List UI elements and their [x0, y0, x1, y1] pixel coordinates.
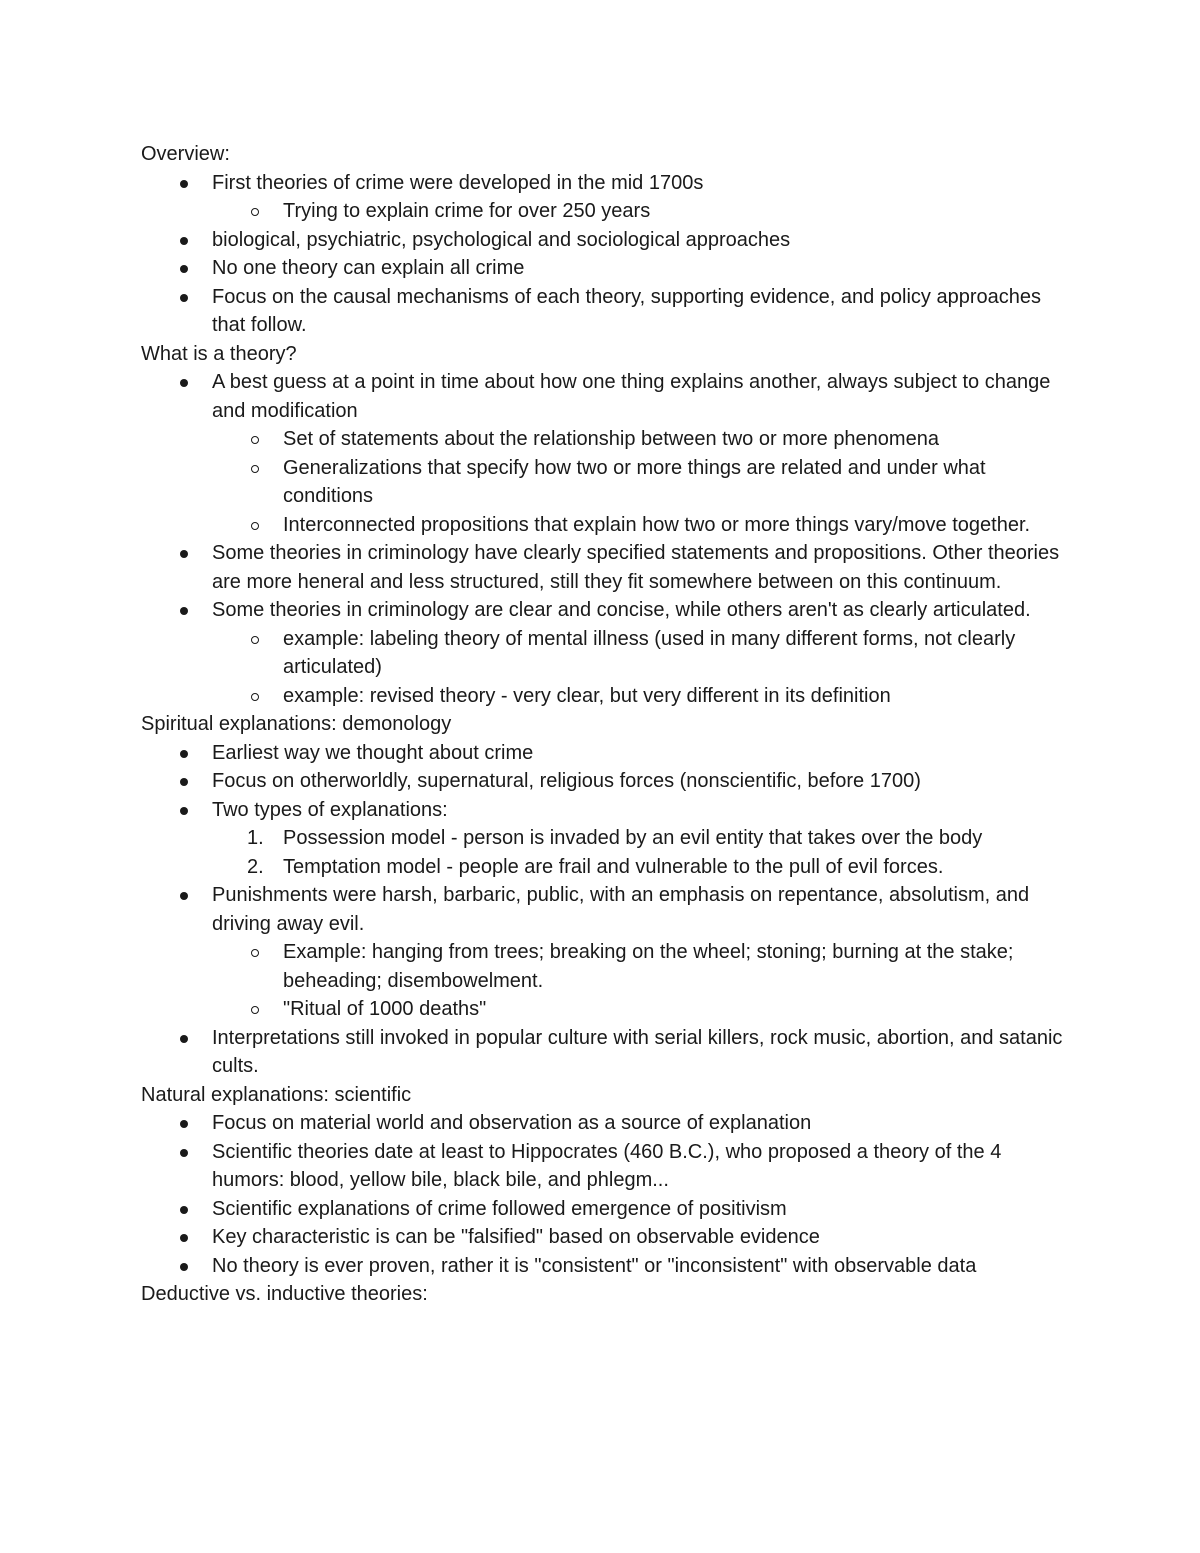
list-item-text: Punishments were harsh, barbaric, public, with an emphasis on repentance, absolutism, and driving away evil.: [212, 884, 1030, 935]
bullet-item: [141, 767, 1066, 796]
list-number-marker: 2.: [247, 855, 264, 878]
list-item-text: Interconnected propositions that explain how two or more things vary/move together.: [283, 513, 1031, 536]
bullet-item: [141, 739, 1066, 768]
list-item-text: Earliest way we thought about crime: [212, 741, 534, 764]
list-item-text: No one theory can explain all crime: [212, 257, 525, 279]
document-page: [141, 140, 1066, 1309]
list-item-text: "Ritual of 1000 deaths": [283, 998, 487, 1020]
list-item-text: First theories of crime were developed in the mid 1700s: [212, 171, 704, 194]
list-item-text: Two types of explanations:: [212, 798, 448, 821]
section-heading: Overview:: [141, 143, 230, 165]
sub-bullet-item: [141, 625, 1066, 682]
list-item-text: Trying to explain crime for over 250 years: [283, 200, 651, 222]
list-item-text: example: labeling theory of mental illness (used in many different forms, not clearly articulated): [283, 627, 1016, 678]
list-item-text: Focus on the causal mechanisms of each theory, supporting evidence, and policy approaches that follow.: [212, 285, 1042, 336]
bullet-item: [141, 1024, 1066, 1081]
list-item-text: Focus on otherworldly, supernatural, religious forces (nonscientific, before 1700): [212, 770, 921, 792]
list-item-text: Generalizations that specify how two or more things are related and under what conditions: [283, 456, 986, 507]
bullet-item: [141, 1252, 1066, 1281]
bullet-item: [141, 1109, 1066, 1138]
bullet-item: [141, 254, 1066, 283]
numbered-list-item: [141, 824, 1066, 853]
sub-bullet-item: [141, 511, 1066, 540]
section-heading: Deductive vs. inductive theories:: [141, 1283, 428, 1305]
bullet-item: [141, 881, 1066, 938]
list-item-text: Key characteristic is can be "falsified" based on observable evidence: [212, 1226, 820, 1248]
list-item-text: Set of statements about the relationship between two or more phenomena: [283, 428, 939, 450]
list-item-text: A best guess at a point in time about how one thing explains another, always subject to change and modification: [212, 371, 1051, 422]
list-item-text: Temptation model - people are frail and vulnerable to the pull of evil forces.: [283, 855, 944, 878]
sub-bullet-item: [141, 454, 1066, 511]
bullet-item: [141, 226, 1066, 255]
section-heading: What is a theory?: [141, 342, 297, 365]
sub-bullet-item: [141, 938, 1066, 995]
bullet-item: [141, 169, 1066, 198]
sub-bullet-item: [141, 995, 1066, 1024]
list-item-text: biological, psychiatric, psychological and sociological approaches: [212, 228, 791, 251]
list-item-text: Some theories in criminology have clearly specified statements and propositions. Other theories are more heneral and less structured, still they fit somewhere between on this continuum.: [212, 542, 1060, 593]
bullet-item: [141, 596, 1066, 625]
bullet-item: [141, 1138, 1066, 1195]
list-item-text: Example: hanging from trees; breaking on the wheel; stoning; burning at the stake; beheading; disembowelment.: [283, 941, 1014, 992]
bullet-item: [141, 1195, 1066, 1224]
bullet-item: [141, 796, 1066, 825]
bullet-item: [141, 1223, 1066, 1252]
list-item-text: Focus on material world and observation as a source of explanation: [212, 1112, 812, 1134]
section-heading: Natural explanations: scientific: [141, 1083, 412, 1106]
list-item-text: Some theories in criminology are clear and concise, while others aren't as clearly articulated.: [212, 599, 1031, 621]
list-item-text: Possession model - person is invaded by an evil entity that takes over the body: [283, 827, 983, 849]
list-item-text: Scientific explanations of crime followed emergence of positivism: [212, 1197, 787, 1220]
bullet-item: [141, 539, 1066, 596]
list-item-text: No theory is ever proven, rather it is "consistent" or "inconsistent" with observable data: [212, 1254, 977, 1277]
section-heading: Spiritual explanations: demonology: [141, 713, 452, 735]
sub-bullet-item: [141, 197, 1066, 226]
sub-bullet-item: [141, 682, 1066, 711]
list-item-text: example: revised theory - very clear, but very different in its definition: [283, 684, 891, 707]
list-item-text: Interpretations still invoked in popular culture with serial killers, rock music, abortion, and satanic cults.: [212, 1026, 1063, 1077]
numbered-list-item: [141, 853, 1066, 882]
bullet-item: [141, 368, 1066, 425]
bullet-item: [141, 283, 1066, 340]
list-number-marker: 1.: [247, 827, 264, 849]
list-item-text: Scientific theories date at least to Hippocrates (460 B.C.), who proposed a theory of the 4 humors: blood, yellow bile, black bile, and phlegm...: [212, 1140, 1002, 1191]
sub-bullet-item: [141, 425, 1066, 454]
